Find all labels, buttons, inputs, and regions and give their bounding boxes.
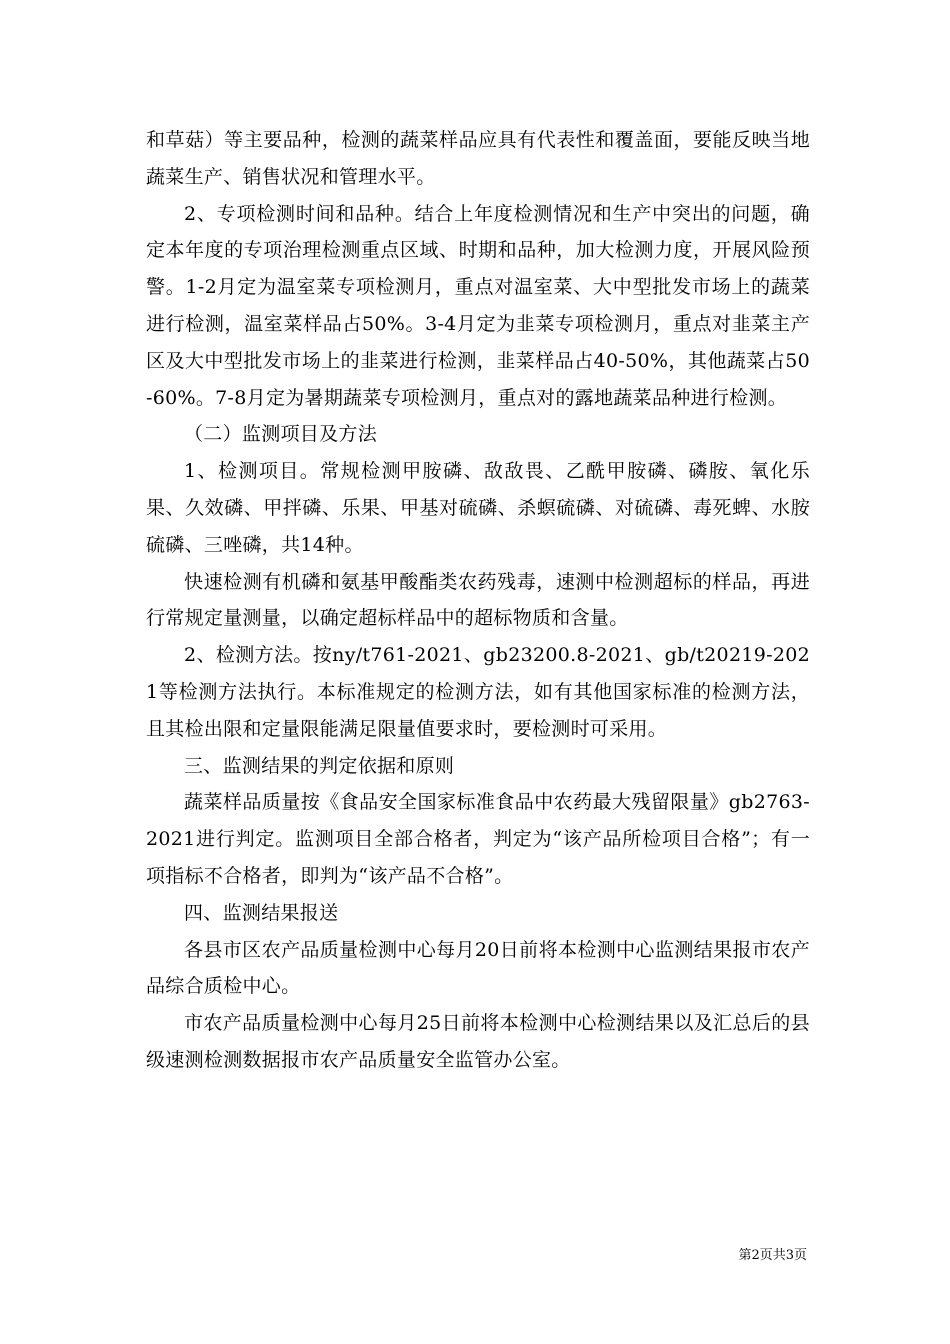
paragraph-city-reporting: 市农产品质量检测中心每月25日前将本检测中心检测结果以及汇总后的县级速测检测数据报市农产品质量安全监管办公室。 [146, 1012, 810, 1071]
paragraph-county-reporting: 各县市区农产品质量检测中心每月20日前将本检测中心监测结果报市农产品综合质检中心。 [146, 938, 810, 998]
paragraph-rapid-detection: 快速检测有机磷和氨基甲酸酯类农药残毒，速测中检测超标的样品，再进行常规定量测量，以确定超标样品中的超标物质和含量。 [146, 570, 810, 630]
section-heading-monitoring-items: （二）监测项目及方法 [184, 423, 378, 446]
section-heading-judgment-basis: 三、监测结果的判定依据和原则 [184, 754, 455, 777]
paragraph-inspection-methods: 2、检测方法。按ny/t761-2021、gb23200.8-2021、gb/t20219-2021等检测方法执行。本标准规定的检测方法，如有其他国家标准的检测方法，且其检出限和定量限能满足限量值要求时，要检测时可采用。 [146, 644, 810, 740]
paragraph-quality-judgment: 蔬菜样品质量按《食品安全国家标准食品中农药最大残留限量》gb2763-2021进行判定。监测项目全部合格者，判定为“该产品所检项目合格”；有一项指标不合格者，即判为“该产品不合格”。 [146, 791, 810, 887]
paragraph-inspection-items: 1、检测项目。常规检测甲胺磷、敌敌畏、乙酰甲胺磷、磷胺、氧化乐果、久效磷、甲拌磷、乐果、甲基对硫磷、杀螟硫磷、对硫磷、毒死蜱、水胺硫磷、三唑磷，共14种。 [146, 460, 810, 556]
paragraph-special-inspection: 2、专项检测时间和品种。结合上年度检测情况和生产中突出的问题，确定本年度的专项治理检测重点区域、时期和品种，加大检测力度，开展风险预警。1-2月定为温室菜专项检测月，重点对温室菜、大中型批发市场上的蔬菜进行检测，温室菜样品占50%。3-4月定为韭菜专项检测月，重点对韭菜主产区及大中型批发市场上的韭菜进行检测，韭菜样品占40-50%，其他蔬菜占50-60%。7-8月定为暑期蔬菜专项检测月，重点对的露地蔬菜品种进行检测。 [146, 202, 810, 409]
paragraph-varieties-continuation: 和草菇）等主要品种，检测的蔬菜样品应具有代表性和覆盖面，要能反映当地蔬菜生产、销售状况和管理水平。 [146, 129, 810, 188]
document-body [146, 122, 810, 1079]
page-number-footer: 第2页共3页 [738, 1248, 807, 1263]
section-heading-result-reporting: 四、监测结果报送 [184, 901, 339, 924]
